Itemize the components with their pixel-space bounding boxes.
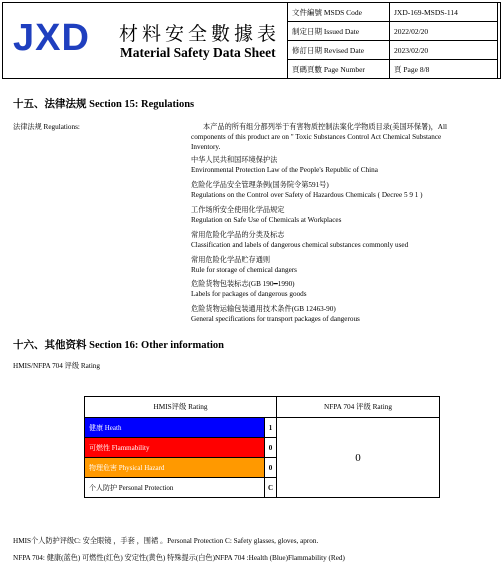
- nfpa-color-note: NFPA 704: 健康(蓝色) 可燃性(红色) 安定性(黄色) 特殊提示(白色)NFPA 704 :Health (Blue)Flammability (Red): [13, 554, 345, 562]
- title-english: Material Safety Data Sheet: [120, 45, 276, 60]
- nfpa-rating-value: 0: [277, 418, 440, 498]
- nfpa-header: NFPA 704 评级 Rating: [277, 397, 440, 418]
- meta-label: 頁碼頁數 Page Number: [288, 60, 390, 79]
- regulations-intro: 本产品的所有组分都列举于有害物质控制法案化学物质目录(美国环保署)，All components of this product are on " Toxic Substances Control Act Chemical Substance Inventory.: [191, 123, 447, 151]
- meta-label: 修訂日期 Revised Date: [288, 41, 390, 60]
- regulation-item: [191, 181, 461, 200]
- regulation-name-en: Regulations on the Control over Safety of Hazardous Chemicals ( Decree 5 9 1 ): [191, 190, 423, 199]
- regulation-name-cn: 工作场所安全使用化学品规定: [191, 206, 285, 214]
- regulation-name-cn: 常用危险化学品贮存通则: [191, 256, 271, 264]
- meta-row: [288, 3, 498, 22]
- hmis-health-value: 1: [265, 418, 277, 438]
- hmis-health-label: 健康 Heath: [85, 418, 265, 438]
- hmis-physical-hazard-value: 0: [265, 458, 277, 478]
- regulation-name-en: Rule for storage of chemical dangers: [191, 265, 297, 274]
- regulation-name-en: Regulation on Safe Use of Chemicals at Workplaces: [191, 215, 342, 224]
- hmis-header: HMIS评级 Rating: [85, 397, 277, 418]
- rating-label: HMIS/NFPA 704 评级 Rating: [13, 362, 100, 370]
- section-15-heading: 十五、法律法规 Section 15: Regulations: [13, 99, 195, 110]
- regulation-name-cn: 中华人民共和国环境保护法: [191, 156, 278, 164]
- meta-value: 頁 Page 8/8: [390, 60, 498, 79]
- meta-label: 文件編號 MSDS Code: [288, 3, 390, 22]
- hmis-personal-protection-label: 个人防护 Personal Protection: [85, 478, 265, 498]
- regulation-item: [191, 231, 461, 250]
- regulation-name-cn: 常用危险化学品的分类及标志: [191, 231, 285, 239]
- section-16-heading: 十六、其他资料 Section 16: Other information: [13, 340, 224, 351]
- regulation-name-en: Classification and labels of dangerous chemical substances commonly used: [191, 240, 409, 249]
- regulation-item: [191, 280, 461, 299]
- meta-row: [288, 41, 498, 60]
- document-header: [2, 2, 501, 79]
- regulation-name-cn: 危险货物包装标志(GB 190━1990): [191, 280, 295, 288]
- meta-value: JXD-169-MSDS-114: [390, 3, 498, 22]
- meta-value: 2023/02/20: [390, 41, 498, 60]
- meta-row: [288, 22, 498, 41]
- hmis-flammability-value: 0: [265, 438, 277, 458]
- rating-table-header: [85, 397, 440, 418]
- hmis-physical-hazard-label: 物理危害 Physical Hazard: [85, 458, 265, 478]
- regulation-item: [191, 156, 461, 175]
- regulations-label: 法律法规 Regulations:: [13, 123, 80, 131]
- meta-value: 2022/02/20: [390, 22, 498, 41]
- meta-row: [288, 60, 498, 79]
- hmis-row-health: [85, 418, 440, 438]
- hmis-nfpa-rating-table: [84, 396, 440, 498]
- regulation-item: [191, 305, 461, 324]
- meta-label: 制定日期 Issued Date: [288, 22, 390, 41]
- regulation-item: [191, 206, 461, 225]
- hmis-personal-protection-value: C: [265, 478, 277, 498]
- regulation-name-en: General specifications for transport packages of dangerous: [191, 314, 360, 323]
- regulation-name-en: Environmental Protection Law of the People's Republic of China: [191, 165, 378, 174]
- regulation-name-en: Labels for packages of dangerous goods: [191, 289, 307, 298]
- hmis-flammability-label: 可燃性 Flammability: [85, 438, 265, 458]
- regulation-name-cn: 危险化学品安全管理条例(国务院令第591号): [191, 181, 329, 189]
- regulation-name-cn: 危险货物运输包装通用技术条件(GB 12463-90): [191, 305, 336, 313]
- company-logo: JXD: [13, 17, 90, 59]
- title-chinese: 材料安全數據表: [119, 24, 281, 45]
- regulation-item: [191, 256, 461, 275]
- hmis-protection-note: HMIS个人防护评级C: 安全眼镜 ，手套 ，围裙 。Personal Protection C: Safety glasses, gloves, apron.: [13, 537, 319, 545]
- document-meta-table: [287, 2, 498, 79]
